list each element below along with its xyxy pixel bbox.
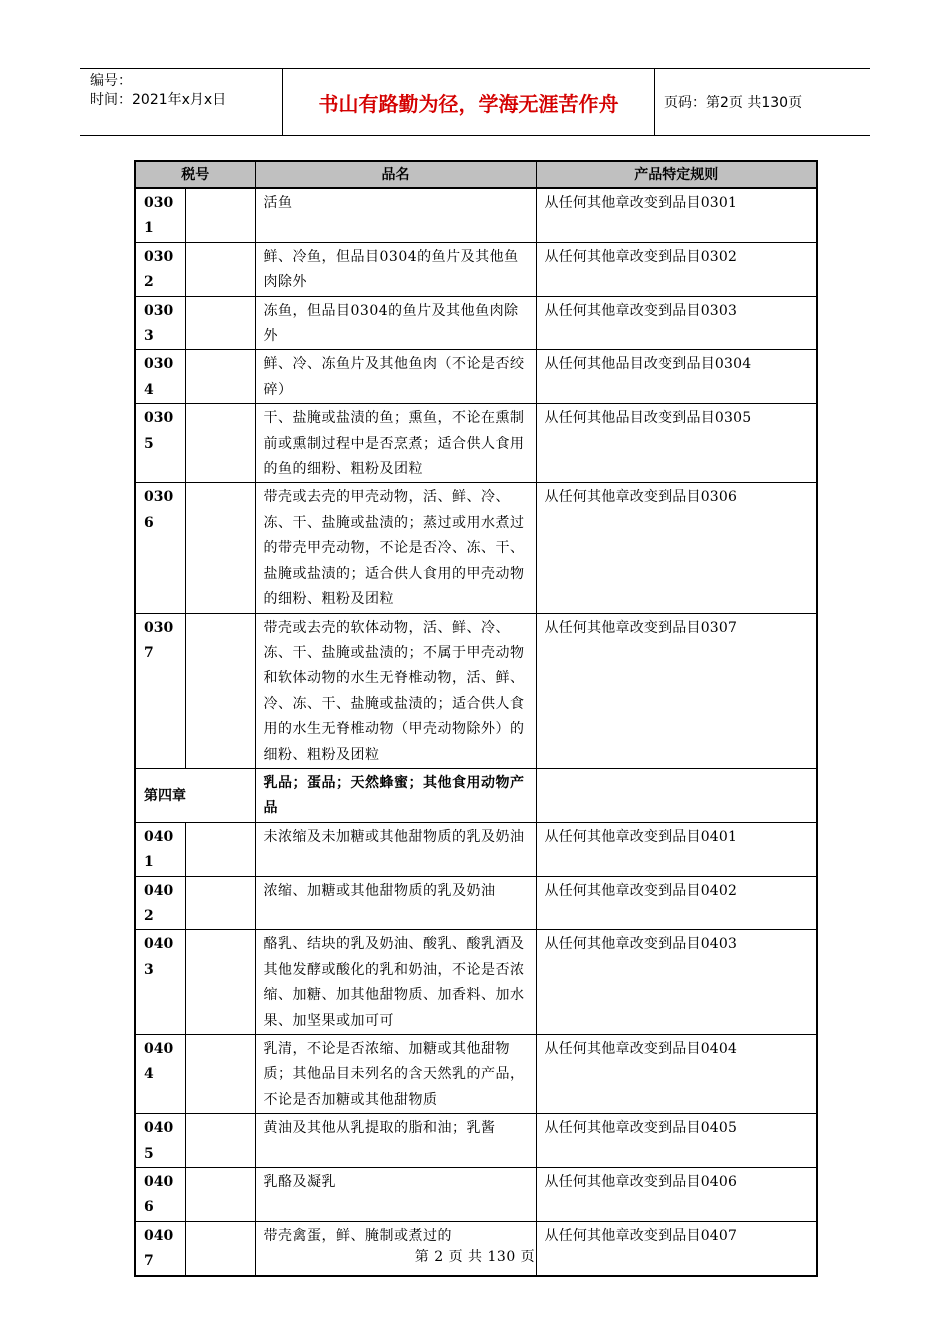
product-specific-rule: 从任何其他品目改变到品目0305 (536, 404, 817, 483)
document-number-label: 编号： (90, 73, 132, 89)
table-header-row (135, 161, 817, 188)
subcode-cell (185, 613, 255, 768)
tariff-code: 0305 (135, 404, 185, 483)
table-body (135, 188, 817, 1276)
chapter-label: 第四章 (135, 768, 255, 822)
tariff-code: 0404 (135, 1035, 185, 1114)
subcode-cell (185, 876, 255, 930)
table-row (135, 1114, 817, 1168)
subcode-cell (185, 1035, 255, 1114)
product-specific-rule: 从任何其他章改变到品目0402 (536, 876, 817, 930)
tariff-code: 0402 (135, 876, 185, 930)
subcode-cell (185, 1168, 255, 1222)
subcode-cell (185, 930, 255, 1035)
page-footer: 第 2 页 共 130 页 (414, 1249, 536, 1265)
table-row (135, 1168, 817, 1222)
product-specific-rule: 从任何其他章改变到品目0307 (536, 613, 817, 768)
table-row (135, 876, 817, 930)
product-specific-rule: 从任何其他章改变到品目0303 (536, 296, 817, 350)
chapter-title: 乳品；蛋品；天然蜂蜜；其他食用动物产品 (255, 768, 536, 822)
product-specific-rule: 从任何其他章改变到品目0403 (536, 930, 817, 1035)
header-page-info: 页码：第2页 共130页 (664, 95, 803, 111)
product-specific-rule: 从任何其他章改变到品目0401 (536, 822, 817, 876)
product-specific-rule: 从任何其他章改变到品目0404 (536, 1035, 817, 1114)
chapter-row (135, 768, 817, 822)
product-name: 黄油及其他从乳提取的脂和油；乳酱 (255, 1114, 536, 1168)
table-row (135, 188, 817, 242)
column-header-rule: 产品特定规则 (536, 161, 817, 188)
tariff-code: 0303 (135, 296, 185, 350)
tariff-code: 0403 (135, 930, 185, 1035)
table-row (135, 242, 817, 296)
product-name: 未浓缩及未加糖或其他甜物质的乳及奶油 (255, 822, 536, 876)
subcode-cell (185, 822, 255, 876)
tariff-code: 0301 (135, 188, 185, 242)
header-meta (80, 69, 282, 135)
tariff-rules-table (134, 160, 818, 1277)
product-name: 酪乳、结块的乳及奶油、酸乳、酸乳酒及其他发酵或酸化的乳和奶油，不论是否浓缩、加糖、加其他甜物质、加香料、加水果、加坚果或加可可 (255, 930, 536, 1035)
tariff-code: 0307 (135, 613, 185, 768)
table-row (135, 1035, 817, 1114)
header-motto: 书山有路勤为径，学海无涯苦作舟 (282, 69, 655, 135)
subcode-cell (185, 188, 255, 242)
table-row (135, 296, 817, 350)
column-header-code: 税号 (135, 161, 255, 188)
product-name: 乳酪及凝乳 (255, 1168, 536, 1222)
subcode-cell (185, 242, 255, 296)
product-specific-rule: 从任何其他品目改变到品目0304 (536, 350, 817, 404)
subcode-cell (185, 404, 255, 483)
table-row (135, 404, 817, 483)
column-header-name: 品名 (255, 161, 536, 188)
subcode-cell (185, 296, 255, 350)
table-row (135, 930, 817, 1035)
product-name: 带壳或去壳的软体动物，活、鲜、冷、冻、干、盐腌或盐渍的；不属于甲壳动物和软体动物的水生无脊椎动物，活、鲜、冷、冻、干、盐腌或盐渍的；适合供人食用的水生无脊椎动物（甲壳动物除外）的细粉、粗粉及团粒 (255, 613, 536, 768)
tariff-code: 0405 (135, 1114, 185, 1168)
page-header (80, 68, 870, 136)
product-specific-rule: 从任何其他章改变到品目0306 (536, 483, 817, 613)
tariff-code: 0302 (135, 242, 185, 296)
tariff-code: 0401 (135, 822, 185, 876)
product-name: 带壳禽蛋，鲜、腌制或煮过的 (255, 1221, 536, 1275)
product-name: 鲜、冷、冻鱼片及其他鱼肉（不论是否绞碎） (255, 350, 536, 404)
table-row (135, 613, 817, 768)
product-specific-rule (536, 768, 817, 822)
tariff-code: 0306 (135, 483, 185, 613)
product-specific-rule: 从任何其他章改变到品目0405 (536, 1114, 817, 1168)
product-specific-rule: 从任何其他章改变到品目0301 (536, 188, 817, 242)
product-name: 冻鱼，但品目0304的鱼片及其他鱼肉除外 (255, 296, 536, 350)
tariff-code: 0406 (135, 1168, 185, 1222)
product-name: 乳清，不论是否浓缩、加糖或其他甜物质；其他品目未列名的含天然乳的产品，不论是否加糖或其他甜物质 (255, 1035, 536, 1114)
product-name: 鲜、冷鱼，但品目0304的鱼片及其他鱼肉除外 (255, 242, 536, 296)
subcode-cell (185, 1114, 255, 1168)
product-name: 干、盐腌或盐渍的鱼；熏鱼，不论在熏制前或熏制过程中是否烹煮；适合供人食用的鱼的细粉、粗粉及团粒 (255, 404, 536, 483)
product-specific-rule: 从任何其他章改变到品目0407 (536, 1221, 817, 1275)
document-time-label: 时间：2021年x月x日 (90, 92, 227, 108)
table-row (135, 350, 817, 404)
product-name: 活鱼 (255, 188, 536, 242)
product-specific-rule: 从任何其他章改变到品目0406 (536, 1168, 817, 1222)
tariff-code: 0304 (135, 350, 185, 404)
product-specific-rule: 从任何其他章改变到品目0302 (536, 242, 817, 296)
product-name: 带壳或去壳的甲壳动物，活、鲜、冷、冻、干、盐腌或盐渍的；蒸过或用水煮过的带壳甲壳动物，不论是否冷、冻、干、盐腌或盐渍的；适合供人食用的甲壳动物的细粉、粗粉及团粒 (255, 483, 536, 613)
subcode-cell (185, 483, 255, 613)
subcode-cell (185, 350, 255, 404)
table-row (135, 822, 817, 876)
table-row (135, 483, 817, 613)
product-name: 浓缩、加糖或其他甜物质的乳及奶油 (255, 876, 536, 930)
tariff-code: 0407 (135, 1221, 185, 1275)
